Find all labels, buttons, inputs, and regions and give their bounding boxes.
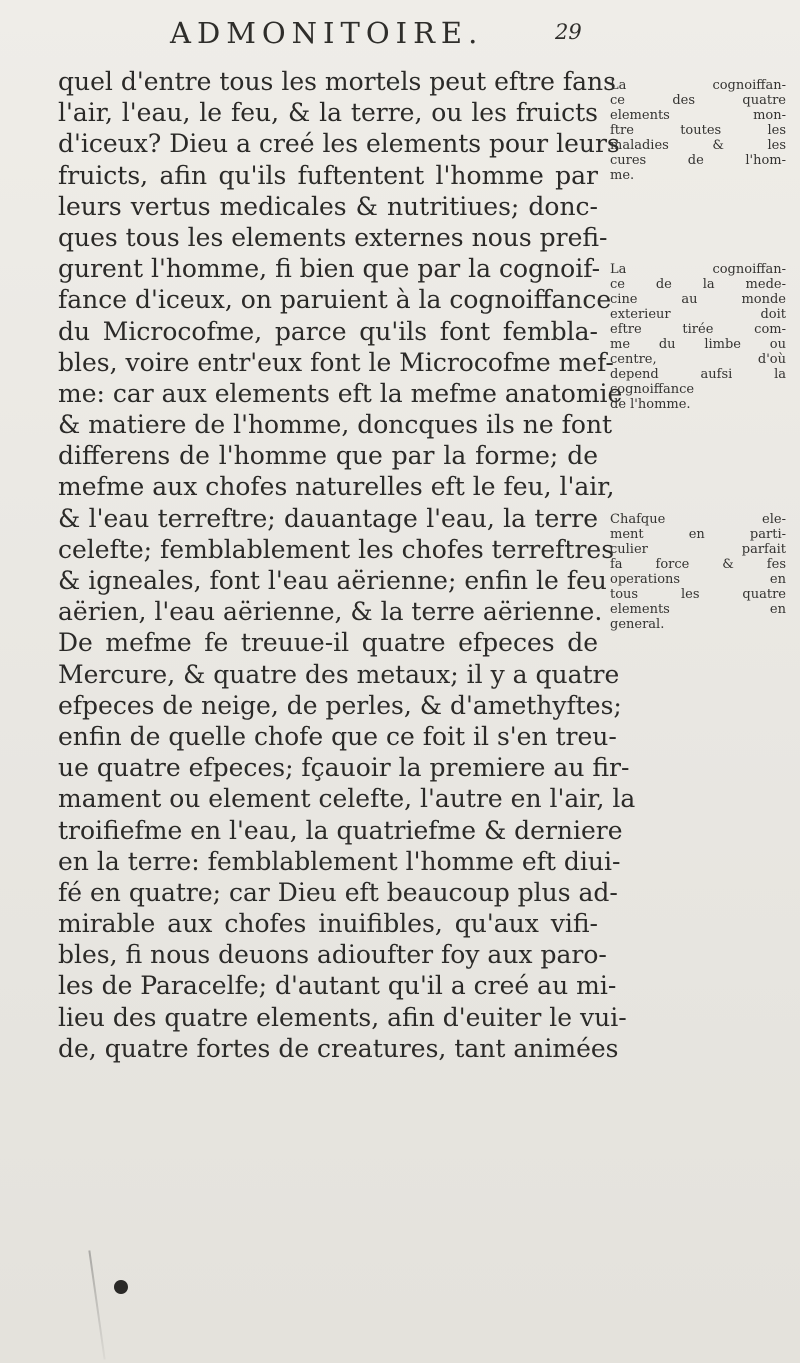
margin-note-line: ce de la mede- [610, 277, 786, 292]
margin-note-line: ftre toutes les [610, 123, 786, 138]
running-head [0, 8, 800, 50]
body-line: mirable aux chofes inuifibles, qu'aux vifi- [58, 909, 598, 939]
margin-note-line: eftre tirée com- [610, 322, 786, 337]
margin-note-line: general. [610, 617, 665, 632]
body-line: celefte; femblablement les chofes terreftres [58, 534, 615, 564]
body-line: leurs vertus medicales & nutritiues; donc- [58, 191, 598, 221]
margin-note-line: centre, d'où [610, 352, 786, 367]
margin-note [610, 262, 786, 412]
body-line: du Microcofme, parce qu'ils font fembla- [58, 316, 598, 346]
margin-note-line: Chafque ele- [610, 512, 786, 527]
body-line: fance d'iceux, on paruient à la cognoiffance [58, 285, 612, 315]
page-number: 29 [555, 20, 582, 44]
margin-note-line: La cognoiffan- [610, 78, 786, 93]
margin-note-line: cognoiffance [610, 382, 695, 397]
body-line: ques tous les elements externes nous prefi- [58, 222, 608, 252]
body-line: bles, fi nous deuons adioufter foy aux paro- [58, 940, 607, 970]
body-text [58, 66, 636, 1064]
margin-note-line: operations en [610, 572, 786, 587]
margin-note-line: me. [610, 168, 635, 183]
body-line: De mefme fe treuue-il quatre efpeces de [58, 628, 598, 658]
body-line: gurent l'homme, fi bien que par la cognoif- [58, 254, 601, 284]
margin-note-line: fa force & fes [610, 557, 786, 572]
body-line: ue quatre efpeces; fçauoir la premiere au fir- [58, 753, 630, 783]
margin-note-line: me du limbe ou [610, 337, 786, 352]
body-line: differens de l'homme que par la forme; de [58, 441, 598, 471]
body-line: quel d'entre tous les mortels peut eftre fans [58, 67, 616, 96]
running-title: ADMONITOIRE. [170, 16, 484, 50]
margin-note-line: elements en [610, 602, 786, 617]
margin-note-line: La cognoiffan- [610, 262, 786, 277]
margin-note-line: ce des quatre [610, 93, 786, 108]
margin-note-line: tous les quatre [610, 587, 786, 602]
margin-note-line: maladies & les [610, 138, 786, 153]
margin-note [610, 78, 786, 183]
margin-note-line: ment en parti- [610, 527, 786, 542]
body-line: & matiere de l'homme, doncques ils ne font [58, 410, 613, 440]
body-line: me: car aux elements eft la mefme anatomie [58, 378, 623, 408]
body-line: en la terre: femblablement l'homme eft diui- [58, 846, 621, 876]
margin-note-line: cures de l'hom- [610, 153, 786, 168]
margin-note-line: culier parfait [610, 542, 786, 557]
paper-crease [88, 1250, 105, 1359]
body-line: mament ou element celefte, l'autre en l'air, la [58, 784, 636, 814]
body-line: lieu des quatre elements, afin d'euiter le vui- [58, 1002, 627, 1032]
body-line: aërien, l'eau aërienne, & la terre aërienne. [58, 597, 603, 627]
body-line: les de Paracelfe; d'autant qu'il a creé au mi- [58, 971, 617, 1001]
margin-note-line: de l'homme. [610, 397, 691, 412]
body-line: & igneales, font l'eau aërienne; enfin le feu [58, 566, 607, 595]
body-line: mefme aux chofes naturelles eft le feu, l'air, [58, 472, 615, 502]
body-line: efpeces de neige, de perles, & d'amethyftes; [58, 690, 622, 720]
margin-note-line: depend aufsi la [610, 367, 786, 382]
body-line: & l'eau terreftre; dauantage l'eau, la terre [58, 503, 598, 533]
body-line: l'air, l'eau, le feu, & la terre, ou les fruicts [58, 98, 598, 128]
body-line: bles, voire entr'eux font le Microcofme mef- [58, 347, 614, 377]
margin-note-line: elements mon- [610, 108, 786, 123]
body-line: fruicts, afin qu'ils fuftentent l'homme par [58, 160, 598, 190]
body-line: d'iceux? Dieu a creé les elements pour leurs [58, 129, 620, 159]
body-line: Mercure, & quatre des metaux; il y a quatre [58, 659, 620, 689]
body-line: enfin de quelle chofe que ce foit il s'en treu- [58, 721, 617, 751]
body-line: fé en quatre; car Dieu eft beaucoup plus ad- [58, 877, 618, 907]
body-line: de, quatre fortes de creatures, tant animées [58, 1033, 619, 1063]
margin-note [610, 512, 786, 632]
ink-spot [114, 1280, 128, 1294]
margin-note-line: cine au monde [610, 292, 786, 307]
margin-note-line: exterieur doit [610, 307, 786, 322]
body-line: troifiefme en l'eau, la quatriefme & derniere [58, 815, 623, 845]
